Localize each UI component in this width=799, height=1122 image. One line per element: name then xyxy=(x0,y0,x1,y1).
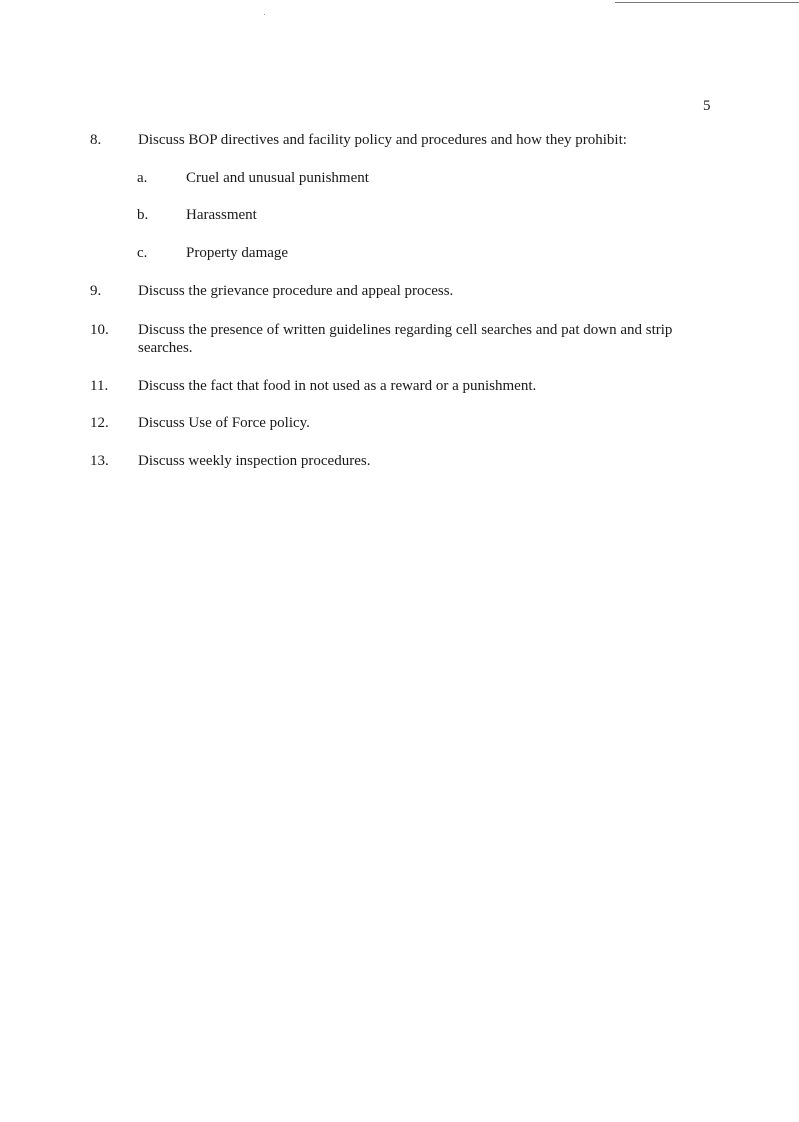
item-text: Discuss Use of Force policy. xyxy=(138,415,310,431)
item-text: Discuss the presence of written guidelines regarding cell searches and pat down and strip xyxy=(138,322,673,338)
item-number: 13. xyxy=(90,453,109,469)
subitem-text: Property damage xyxy=(186,245,289,261)
item-number: 8. xyxy=(90,132,102,148)
item-number: 12. xyxy=(90,415,109,431)
subitem-letter: a. xyxy=(137,170,148,186)
subitem-letter: c. xyxy=(137,245,148,261)
item-text-continued: searches. xyxy=(138,340,193,356)
subitem-text: Cruel and unusual punishment xyxy=(186,170,369,186)
item-text: Discuss weekly inspection procedures. xyxy=(138,453,371,469)
item-text: Discuss the grievance procedure and appeal process. xyxy=(138,283,454,299)
item-number: 9. xyxy=(90,283,102,299)
scan-edge-line xyxy=(615,2,799,3)
subitem-letter: b. xyxy=(137,207,149,223)
item-number: 10. xyxy=(90,322,109,338)
item-text: Discuss BOP directives and facility policy and procedures and how they prohibit: xyxy=(138,132,627,148)
scan-speck xyxy=(264,14,265,15)
item-text: Discuss the fact that food in not used as a reward or a punishment. xyxy=(138,378,537,394)
item-number: 11. xyxy=(90,378,109,394)
page-number: 5 xyxy=(703,98,711,114)
subitem-text: Harassment xyxy=(186,207,257,223)
